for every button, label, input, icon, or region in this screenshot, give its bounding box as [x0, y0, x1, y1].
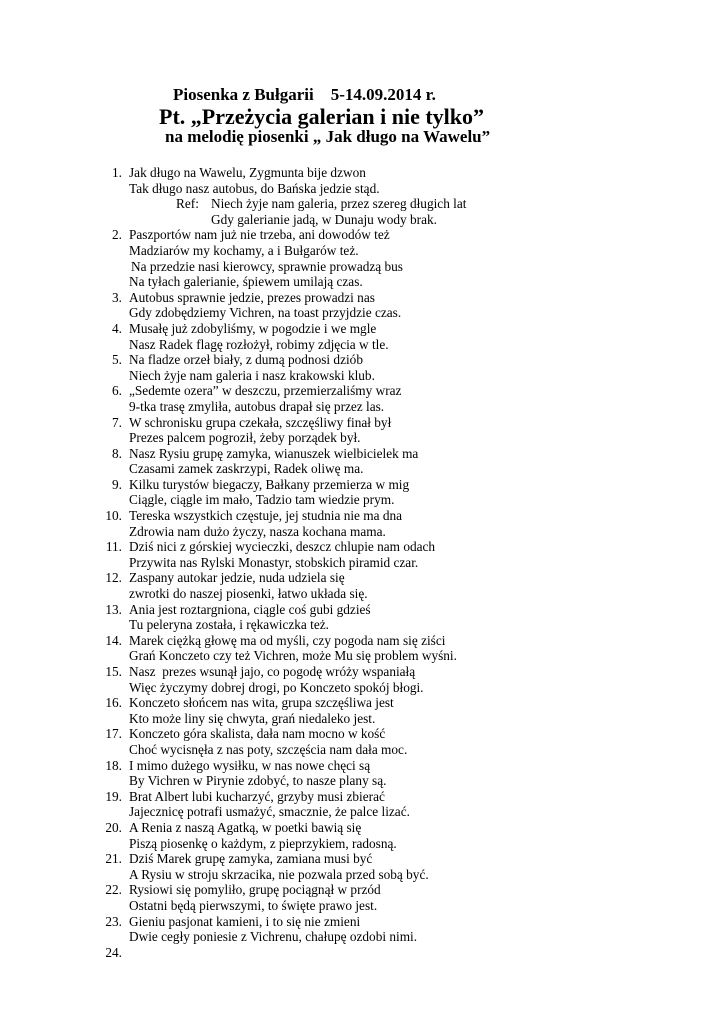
lyric-text: Więc życzymy dobrej drogi, po Konczeto spokój błogi.	[129, 679, 424, 695]
lyric-line	[0, 758, 725, 774]
lyric-text: Zaspany autokar jedzie, nuda udziela się	[129, 570, 345, 586]
lyric-text: zwrotki do naszej piosenki, łatwo układa się.	[129, 586, 368, 602]
verse-number: 8.	[112, 445, 122, 461]
verse-number: 9.	[112, 476, 122, 492]
verse-number: 18.	[105, 757, 122, 773]
verse-number: 23.	[105, 913, 122, 929]
lyric-text: Dziś nici z górskiej wycieczki, deszcz chlupie nam odach	[129, 539, 436, 555]
lyric-line	[0, 664, 725, 680]
lyric-text: Dziś Marek grupę zamyka, zamiana musi być	[129, 851, 373, 867]
lyric-line	[0, 570, 725, 586]
lyric-line	[0, 492, 725, 508]
lyric-line	[0, 711, 725, 727]
lyric-text: Nasz Rysiu grupę zamyka, wianuszek wielbicielek ma	[129, 445, 419, 461]
lyric-line	[0, 259, 725, 275]
lyric-text: Musałę już zdobyliśmy, w pogodzie i we mgle	[129, 320, 377, 336]
lyric-text: Niech żyje nam galeria i nasz krakowski klub.	[129, 367, 375, 383]
lyric-line	[0, 446, 725, 462]
lyric-text: Jajecznicę potrafi usmażyć, smacznie, że palce lizać.	[129, 804, 410, 820]
lyric-text: Tu peleryna została, i rękawiczka też.	[129, 617, 329, 633]
verse-number: 4.	[112, 320, 122, 336]
lyric-text: Kilku turystów biegaczy, Bałkany przemierza w mig	[129, 476, 410, 492]
lyric-line	[0, 742, 725, 758]
lyric-text: Nasz prezes wsunął jajo, co pogodę wróży wspaniałą	[129, 664, 416, 679]
song-subtitle-date: Piosenka z Bułgarii 5-14.09.2014 r.	[173, 85, 436, 104]
verse-number: 12.	[105, 570, 122, 586]
lyric-text: Gieniu pasjonat kamieni, i to się nie zmieni	[129, 913, 361, 929]
lyric-line	[0, 648, 725, 664]
lyric-line	[0, 945, 725, 961]
verse-number: 16.	[105, 695, 122, 711]
refrain-label: Ref:	[176, 196, 199, 212]
lyric-line	[0, 804, 725, 820]
lyric-text: Gdy zdobędziemy Vichren, na toast przyjdzie czas.	[129, 305, 402, 321]
lyric-text: Tereska wszystkich częstuje, jej studnia nie ma dna	[129, 508, 403, 524]
song-melody-note: na melodię piosenki „ Jak długo na Wawelu”	[165, 127, 491, 146]
lyric-line	[0, 321, 725, 337]
lyric-line	[0, 836, 725, 852]
lyric-line	[0, 181, 725, 197]
lyric-line	[0, 399, 725, 415]
lyric-line	[0, 820, 725, 836]
lyric-text: Ania jest roztargniona, ciągle coś gubi gdzieś	[129, 601, 371, 617]
verse-number: 15.	[105, 664, 122, 679]
verse-number: 7.	[112, 414, 122, 430]
verse-number: 6.	[112, 383, 122, 399]
refrain-line	[0, 196, 725, 212]
lyric-text: Konczeto słońcem nas wita, grupa szczęśliwa jest	[129, 695, 394, 711]
lyric-text: Brat Albert lubi kucharzyć, grzyby musi zbierać	[129, 788, 385, 804]
lyric-line	[0, 383, 725, 399]
lyric-line	[0, 539, 725, 555]
verse-number: 19.	[105, 788, 122, 804]
verse-number: 22.	[105, 882, 122, 898]
lyric-line	[0, 555, 725, 571]
verse-number: 14.	[105, 632, 122, 648]
lyric-text: Zdrowia nam dużo życzy, nasza kochana mama.	[129, 523, 386, 539]
lyric-line	[0, 337, 725, 353]
lyric-line	[0, 274, 725, 290]
lyric-text: Autobus sprawnie jedzie, prezes prowadzi nas	[129, 289, 375, 305]
lyric-text: A Renia z naszą Agatką, w poetki bawią się	[129, 819, 362, 835]
lyric-text: Marek ciężką głowę ma od myśli, czy pogoda nam się ziści	[129, 632, 446, 648]
lyric-text: Rysiowi się pomyliło, grupę pociągnął w przód	[129, 882, 381, 898]
verse-number: 20.	[105, 819, 122, 835]
lyric-line	[0, 368, 725, 384]
lyric-text: Czasami zamek zaskrzypi, Radek oliwę ma.	[129, 461, 364, 477]
verse-number: 2.	[112, 227, 122, 243]
lyric-line	[0, 524, 725, 540]
lyric-line	[0, 227, 725, 243]
verse-number: 11.	[105, 539, 122, 555]
lyric-line	[0, 461, 725, 477]
lyric-line	[0, 430, 725, 446]
lyric-line	[0, 243, 725, 259]
refrain-text: Niech żyje nam galeria, przez szereg długich lat	[211, 196, 467, 212]
lyric-line	[0, 352, 725, 368]
lyric-text: W schronisku grupa czekała, szczęśliwy finał był	[129, 414, 392, 430]
lyric-line	[0, 960, 725, 976]
lyric-line	[0, 914, 725, 930]
lyric-text: A Rysiu w stroju skrzacika, nie pozwala przed sobą być.	[129, 866, 429, 882]
lyric-text: Madziarów my kochamy, a i Bułgarów też.	[129, 242, 359, 258]
lyric-line	[0, 867, 725, 883]
lyric-text: Nasz Radek flagę rozłożył, robimy zdjęcia w tle.	[129, 336, 389, 352]
lyric-text: „Sedemte ozera” w deszczu, przemierzaliśmy wraz	[129, 383, 402, 399]
verse-number: 21.	[105, 851, 122, 867]
verse-number: 13.	[105, 601, 122, 617]
lyric-line	[0, 882, 725, 898]
verse-number: 1.	[112, 165, 122, 180]
verse-number: 17.	[105, 726, 122, 742]
song-title: Pt. „Przeżycia galerian i nie tylko”	[159, 104, 485, 129]
lyric-line	[0, 508, 725, 524]
lyric-line	[0, 586, 725, 602]
lyric-text: Paszportów nam już nie trzeba, ani dowodów też	[129, 227, 390, 243]
lyric-line	[0, 290, 725, 306]
lyric-text: I mimo dużego wysiłku, w nas nowe chęci są	[129, 757, 371, 773]
lyric-text: Ostatni będą pierwszymi, to święte prawo jest.	[129, 897, 378, 913]
lyric-text: Na tyłach galerianie, śpiewem umilają czas.	[129, 274, 363, 290]
lyric-text: Grań Konczeto czy też Vichren, może Mu się problem wyśni.	[129, 648, 457, 664]
lyric-line	[0, 773, 725, 789]
lyric-line	[0, 477, 725, 493]
lyric-text: Ciągle, ciągle im mało, Tadzio tam wiedzie prym.	[129, 492, 395, 508]
lyric-text: Piszą piosenkę o każdym, z pieprzykiem, radosną.	[129, 835, 397, 851]
refrain-text: Gdy galerianie jadą, w Dunaju wody brak.	[211, 211, 437, 227]
lyric-line	[0, 680, 725, 696]
lyric-text: Kto może liny się chwyta, grań niedaleko jest.	[129, 710, 376, 726]
verse-number: 5.	[112, 352, 122, 368]
lyric-line	[0, 898, 725, 914]
verse-number: 10.	[105, 508, 122, 524]
lyric-line	[0, 695, 725, 711]
lyric-text: Tak długo nasz autobus, do Bańska jedzie stąd.	[129, 180, 380, 196]
verse-number: 3.	[112, 289, 122, 305]
lyric-line	[0, 789, 725, 805]
lyric-line	[0, 415, 725, 431]
lyric-line	[0, 165, 725, 181]
lyric-line	[0, 602, 725, 618]
lyric-text: Dwie cegły poniesie z Vichrenu, chałupę ozdobi nimi.	[129, 929, 418, 945]
lyric-text: Choć wycisnęła z nas poty, szczęścia nam dała moc.	[129, 741, 408, 757]
lyric-line	[0, 851, 725, 867]
lyric-text: Konczeto góra skalista, dała nam mocno w kość	[129, 726, 386, 742]
lyric-text: Przywita nas Rylski Monastyr, stobskich piramid czar.	[129, 554, 419, 570]
lyric-text: By Vichren w Pirynie zdobyć, to nasze plany są.	[129, 773, 387, 789]
lyric-text: Jak długo na Wawelu, Zygmunta bije dzwon	[129, 165, 366, 180]
lyric-line	[0, 305, 725, 321]
lyric-line	[0, 633, 725, 649]
lyric-text: Na przedzie nasi kierowcy, sprawnie prowadzą bus	[131, 258, 403, 274]
lyric-line	[0, 929, 725, 945]
lyrics-list	[0, 165, 725, 976]
lyric-line	[0, 617, 725, 633]
lyric-line	[0, 726, 725, 742]
lyric-text: Na fladze orzeł biały, z dumą podnosi dziób	[129, 352, 363, 368]
lyric-text: Prezes palcem pogroził, żeby porządek był.	[129, 430, 361, 446]
refrain-line	[0, 212, 725, 228]
verse-number: 24.	[105, 944, 122, 960]
lyric-text: 9-tka trasę zmyliła, autobus drapał się przez las.	[129, 398, 385, 414]
